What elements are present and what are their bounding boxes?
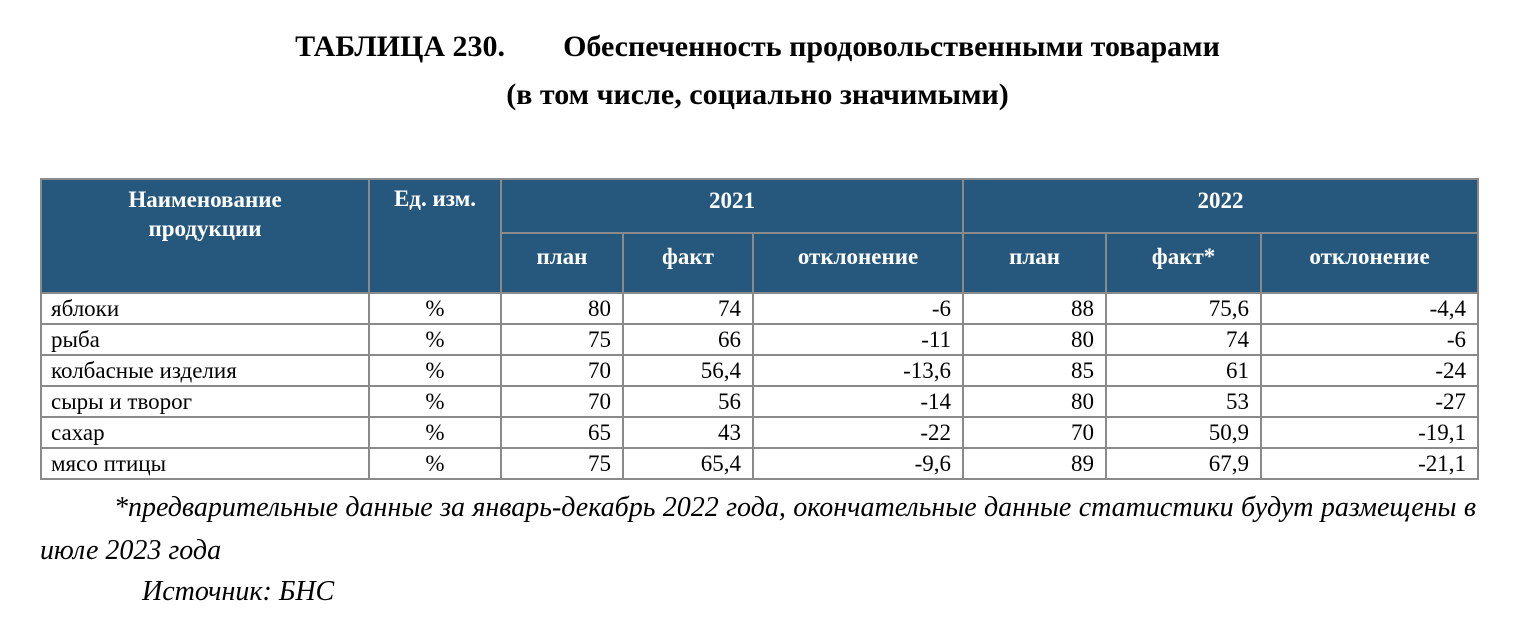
value-cell: -27 [1261, 386, 1478, 417]
product-name: мясо птицы [41, 448, 369, 479]
table-title-text: Обеспеченность продовольственными товарами [563, 30, 1220, 63]
unit-cell: % [369, 293, 501, 324]
col-header-year-2022: 2022 [963, 179, 1478, 233]
value-cell: 80 [501, 293, 623, 324]
table-subtitle: (в том числе, социально значимыми) [506, 78, 1009, 111]
value-cell: -19,1 [1261, 417, 1478, 448]
unit-cell: % [369, 324, 501, 355]
value-cell: 50,9 [1106, 417, 1261, 448]
value-cell: 75 [501, 324, 623, 355]
value-cell: -6 [1261, 324, 1478, 355]
value-cell: 70 [963, 417, 1106, 448]
value-cell: -6 [753, 293, 963, 324]
col-header-fact-2022: факт* [1106, 233, 1261, 293]
value-cell: -13,6 [753, 355, 963, 386]
value-cell: 74 [623, 293, 753, 324]
unit-cell: % [369, 386, 501, 417]
value-cell: 56 [623, 386, 753, 417]
value-cell: 85 [963, 355, 1106, 386]
table-row [41, 293, 1478, 324]
value-cell: -22 [753, 417, 963, 448]
value-cell: 70 [501, 355, 623, 386]
value-cell: 67,9 [1106, 448, 1261, 479]
unit-cell: % [369, 448, 501, 479]
value-cell: 89 [963, 448, 1106, 479]
value-cell: 75 [501, 448, 623, 479]
table-row [41, 448, 1478, 479]
value-cell: 80 [963, 324, 1106, 355]
value-cell: -21,1 [1261, 448, 1478, 479]
table-number: ТАБЛИЦА 230. [295, 30, 506, 63]
product-name: колбасные изделия [41, 355, 369, 386]
table-row [41, 355, 1478, 386]
value-cell: 88 [963, 293, 1106, 324]
unit-cell: % [369, 417, 501, 448]
data-table [40, 178, 1479, 480]
value-cell: -14 [753, 386, 963, 417]
table-row [41, 386, 1478, 417]
value-cell: 65,4 [623, 448, 753, 479]
value-cell: 43 [623, 417, 753, 448]
table-row [41, 417, 1478, 448]
value-cell: 53 [1106, 386, 1261, 417]
col-header-deviation-2022: отклонение [1261, 233, 1478, 293]
value-cell: -4,4 [1261, 293, 1478, 324]
product-name: сыры и творог [41, 386, 369, 417]
value-cell: 80 [963, 386, 1106, 417]
table-title [0, 30, 1515, 64]
value-cell: 56,4 [623, 355, 753, 386]
value-cell: 70 [501, 386, 623, 417]
product-name: сахар [41, 417, 369, 448]
value-cell: -11 [753, 324, 963, 355]
value-cell: -24 [1261, 355, 1478, 386]
col-header-name: Наименование продукции [41, 179, 369, 293]
col-header-deviation-2021: отклонение [753, 233, 963, 293]
col-header-plan-2021: план [501, 233, 623, 293]
unit-cell: % [369, 355, 501, 386]
value-cell: 74 [1106, 324, 1261, 355]
value-cell: 61 [1106, 355, 1261, 386]
col-header-fact-2021: факт [623, 233, 753, 293]
col-header-plan-2022: план [963, 233, 1106, 293]
value-cell: 75,6 [1106, 293, 1261, 324]
col-header-unit: Ед. изм. [369, 179, 501, 293]
table-row [41, 324, 1478, 355]
value-cell: 65 [501, 417, 623, 448]
col-header-year-2021: 2021 [501, 179, 963, 233]
product-name: рыба [41, 324, 369, 355]
footnote-text: *предварительные данные за январь-декабрь 2022 года, окончательные данные статистики будут размещены в июле 2023 года [40, 492, 1476, 567]
source-text: Источник: БНС [142, 576, 335, 607]
value-cell: -9,6 [753, 448, 963, 479]
value-cell: 66 [623, 324, 753, 355]
product-name: яблоки [41, 293, 369, 324]
